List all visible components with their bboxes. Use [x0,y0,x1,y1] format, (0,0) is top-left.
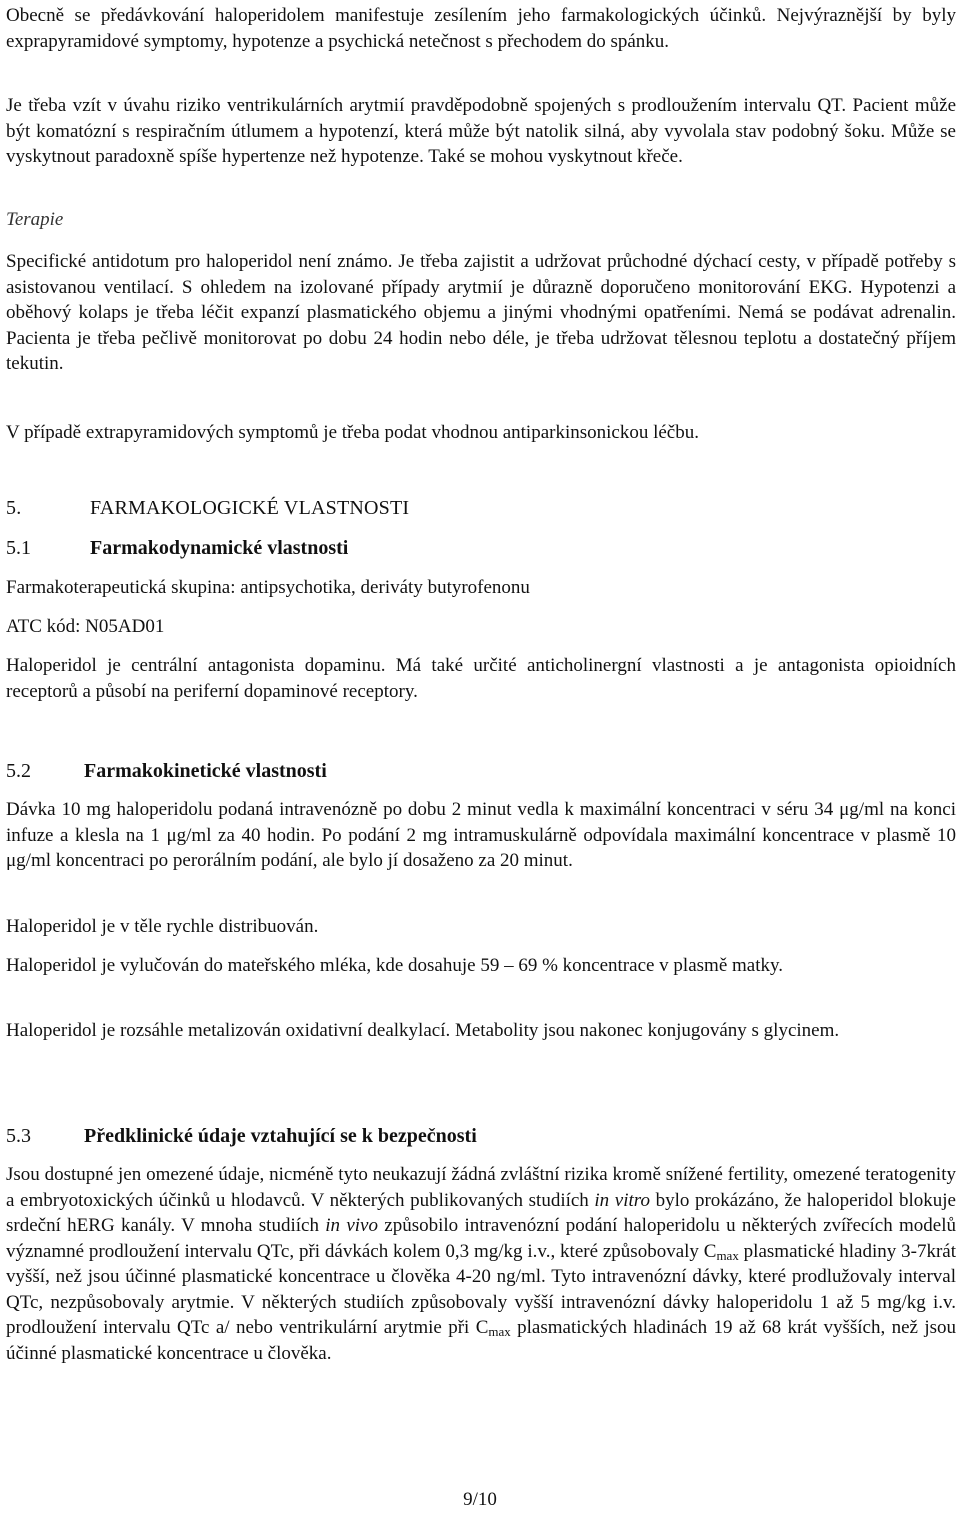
section-title: Předklinické údaje vztahující se k bezpečnosti [84,1125,477,1147]
distribution-paragraph: Haloperidol je v těle rychle distribuován. [6,916,319,937]
therapy-heading: Terapie [6,209,64,230]
section-5-2-heading [6,758,327,784]
atc-code: ATC kód: N05AD01 [6,616,165,637]
pharmacodynamics-paragraph: Haloperidol je centrální antagonista dopaminu. Má také určité anticholinergní vlastnosti a je antagonista opioidních receptorů a působí na periferní dopaminové receptory. [6,655,956,702]
therapy-paragraph: Specifické antidotum pro haloperidol není známo. Je třeba zajistit a udržovat průchodné dýchací cesty, v případě potřeby s asistovanou ventilací. S ohledem na izolované případy arytmií je důrazně doporučeno monitorování EKG. Hypotenzi a oběhový kolaps je třeba léčit expanzí plasmatického objemu a jinými vhodnými opatřeními. Nemá se podávat adrenalin. Pacienta je třeba pečlivě monitorovat po dobu 24 hodin nebo déle, je třeba udržovat tělesnou teplotu a dostatečný příjem tekutin. [6,251,956,374]
overdose-arrhythmia-paragraph: Je třeba vzít v úvahu riziko ventrikulárních arytmií pravděpodobně spojených s prodloužením intervalu QT. Pacient může být komatózní s respiračním útlumem a hypotenzí, která může být natolik silná, aby vyvolala stav podobný šoku. Může se vyskytnout paradoxně spíše hypertenze než hypotenze. Také se mohou vyskytnout křeče. [6,95,956,167]
preclinical-text-2: bylo prokázáno, že haloperidol blokuje srdeční hERG kanály. V mnoha studiích [6,1189,956,1236]
section-title: FARMAKOLOGICKÉ VLASTNOSTI [90,497,410,519]
section-5-3-heading [6,1123,477,1149]
section-5-heading [6,495,409,521]
section-5-1-heading [6,535,348,561]
page-number: 9/10 [463,1489,497,1510]
overdose-paragraph: Obecně se předávkování haloperidolem manifestuje zesílením jeho farmakologických účinků. Nejvýraznější by byly exprapyramidové symptomy, hypotenze a psychická netečnost s přechodem do spánku. [6,5,956,52]
preclinical-text-3: způsobilo intravenózní podání haloperidolu u některých zvířecích modelů významné prodloužení intervalu QTc, při dávkách kolem 0,3 mg/kg i.v., které způsobovaly C [6,1215,956,1262]
preclinical-text-5: plasmatických hladinách 19 až 68 krát vyšších, než jsou účinné plasmatické koncentrace u člověka. [6,1317,956,1364]
section-title: Farmakodynamické vlastnosti [90,537,349,559]
pharmacotherapeutic-group: Farmakoterapeutická skupina: antipsychotika, deriváty butyrofenonu [6,577,530,598]
cmax-subscript: max [716,1247,739,1263]
in-vitro-term: in vitro [594,1189,650,1211]
preclinical-paragraph [6,1162,956,1366]
cmax-subscript: max [488,1324,511,1339]
section-title: Farmakokinetické vlastnosti [84,760,327,782]
extrapyramidal-paragraph: V případě extrapyramidových symptomů je třeba podat vhodnou antiparkinsonickou léčbu. [6,422,699,443]
in-vivo-term: in vivo [325,1215,378,1236]
preclinical-text-1: Jsou dostupné jen omezené údaje, nicméně tyto neukazují žádná zvláštní rizika kromě snížené fertility, omezené teratogenity a embryotoxických účinků u hlodavců. V některých publikovaných studiích [6,1164,956,1211]
section-number: 5. [6,497,22,519]
pharmacokinetics-paragraph: Dávka 10 mg haloperidolu podaná intravenózně po dobu 2 minut vedla k maximální koncentraci v séru 34 μg/ml na konci infuze a klesla na 1 μg/ml za 40 hodin. Po podání 2 mg intramuskulárně odpovídala maximální koncentrace v plasmě 10 μg/ml koncentraci po perorálním podání, ale bylo jí dosaženo za 20 minut. [6,799,956,871]
section-number: 5.1 [6,537,31,559]
section-number: 5.3 [6,1125,31,1147]
section-number: 5.2 [6,760,31,782]
excretion-paragraph: Haloperidol je vylučován do mateřského mléka, kde dosahuje 59 – 69 % koncentrace v plasmě matky. [6,955,784,976]
metabolism-paragraph: Haloperidol je rozsáhle metalizován oxidativní dealkylací. Metabolity jsou nakonec konjugovány s glycinem. [6,1020,840,1041]
preclinical-text-4: plasmatické hladiny 3-7krát vyšší, než jsou účinné plasmatické koncentrace u člověka 4-20 ng/ml. Tyto intravenózní dávky, které prodlužovaly interval QTc, nezpůsobovaly arytmie. V některých studiích způsobovaly vyšší intravenózní dávky haloperidolu 1 až 5 mg/kg i.v. prodloužení intervalu QTc a/ nebo ventrikulární arytmie při C [6,1240,956,1338]
